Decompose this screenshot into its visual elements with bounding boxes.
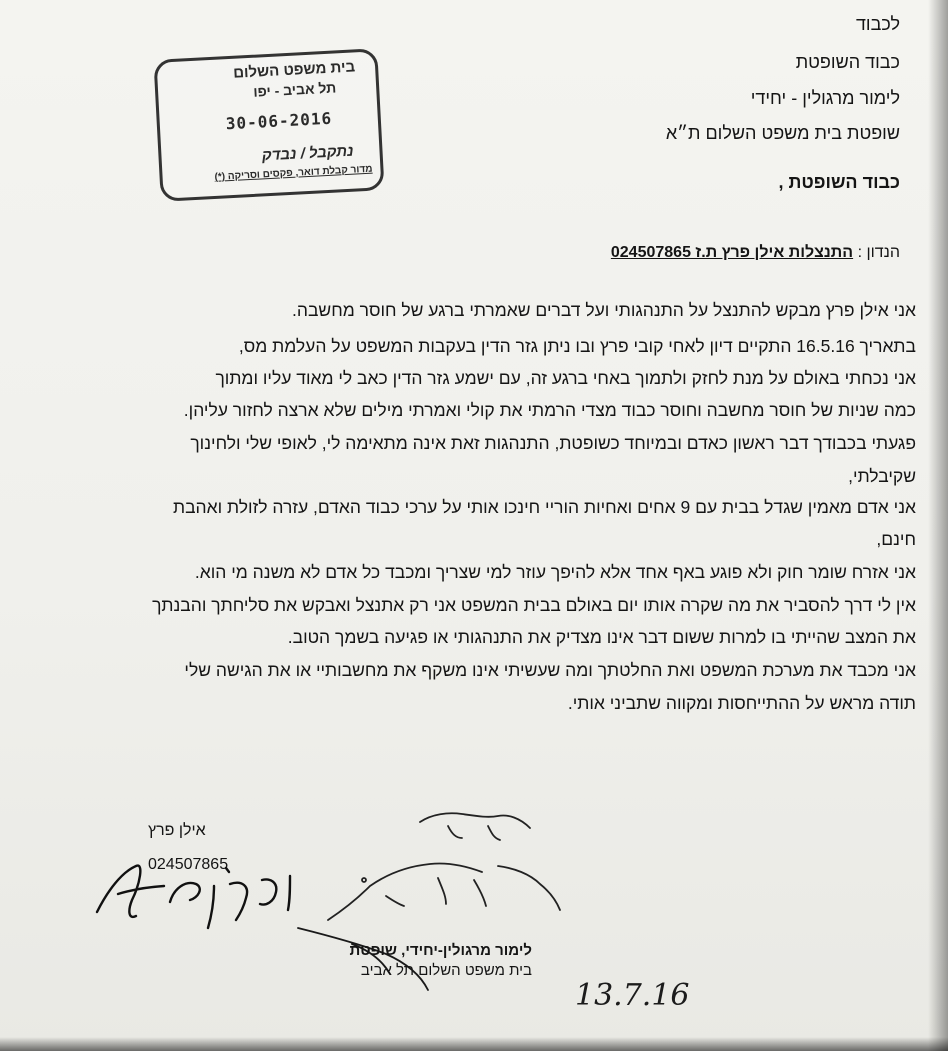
body-line: חינם, <box>876 529 916 549</box>
body-line: אני אזרח שומר חוק ולא פוגע באף אחד אלא להיפך עוזר למי שצריך ומכבד כל אדם לא משנה מי הוא. <box>194 562 916 582</box>
stamp-date: 30-06-2016 <box>225 108 333 134</box>
judge-signature-court: בית משפט השלום תל אביב <box>360 962 532 979</box>
sender-signature-drawing <box>97 866 290 928</box>
body-line: אני מכבד את מערכת המשפט ואת החלטתך ומה שעשיתי אינו משקף את מחשבותיי או את הגישה שלי <box>184 660 916 680</box>
subject-label: הנדון : <box>857 244 900 261</box>
body-line: כמה שניות של חוסר מחשבה וחוסר כבוד מצדי הרמתי את קולי ואמרתי מילים שלא ארצה לחזור עליהן. <box>183 400 916 420</box>
handwritten-date: 13.7.16 <box>575 978 690 1013</box>
sender-id: 024507865 <box>148 856 229 873</box>
body-line: תודה מראש על ההתייחסות ומקווה שתביני אותי. <box>567 693 916 713</box>
subject-topic: התנצלות אילן פרץ ת.ז 024507865 <box>610 244 854 261</box>
sender-name: אילן פרץ <box>148 822 206 839</box>
body-line: את המצב שהייתי בו למרות ששום דבר אינו מצדיק את התנהגותי או פגיעה בשמך הטוב. <box>287 627 916 647</box>
body-line: שקיבלתי, <box>848 466 916 486</box>
body-line: אני נכחתי באולם על מנת לחזק ולתמוך באחי ברגע זה, עם ישמע גזר הדין כאב לי מאוד עליו ומתוך <box>215 368 916 388</box>
body-line: אין לי דרך להסביר את מה שקרה אותו יום באולם בבית המשפט אני רק אתנצל ואבקש את סליחתך והבנתך <box>152 595 916 615</box>
body-line: בתאריך 16.5.16 התקיים דיון לאחי קובי פרץ ובו ניתן גזר הדין בעקבות המשפט על העלמת מס, <box>238 336 916 356</box>
page-edge-shadow <box>928 0 948 1051</box>
body-line: פגעתי בכבודך דבר ראשון כאדם ובמיוחד כשופטת, התנהגות זאת אינה מתאימה לי, לאופי שלי ולחינוך <box>190 433 916 453</box>
page-bottom-shadow <box>0 1037 948 1051</box>
recipient-title: כבוד השופטת <box>795 52 900 72</box>
stamp-city: תל אביב - יפו <box>252 79 337 100</box>
judge-ruling-handwriting <box>328 813 560 920</box>
judge-signature-scribble <box>298 928 428 990</box>
stamp-court: בית משפט השלום <box>232 58 356 82</box>
recipient-court: שופטת בית משפט השלום ת״א <box>665 123 900 143</box>
stamp-department: מדור קבלת דואר, פקסים וסריקה (*) <box>214 163 373 183</box>
stamp-received: נתקבל / נבדק <box>261 142 354 165</box>
body-line: אני אילן פרץ מבקש להתנצל על התנהגותי ועל דברים שאמרתי ברגע של חוסר מחשבה. <box>292 300 916 320</box>
recipient-name: לימור מרגולין - יחידי <box>750 88 900 108</box>
recipient-to: לכבוד <box>855 14 900 34</box>
judge-signature-name: לימור מרגולין-יחידי, שופטת <box>349 942 532 959</box>
body-line: אני אדם מאמין שגדל בבית עם 9 אחים ואחיות הוריי חינכו אותי על ערכי כבוד האדם, עזרה לזולת ואהבת <box>172 497 916 517</box>
greeting: כבוד השופטת , <box>778 172 900 192</box>
